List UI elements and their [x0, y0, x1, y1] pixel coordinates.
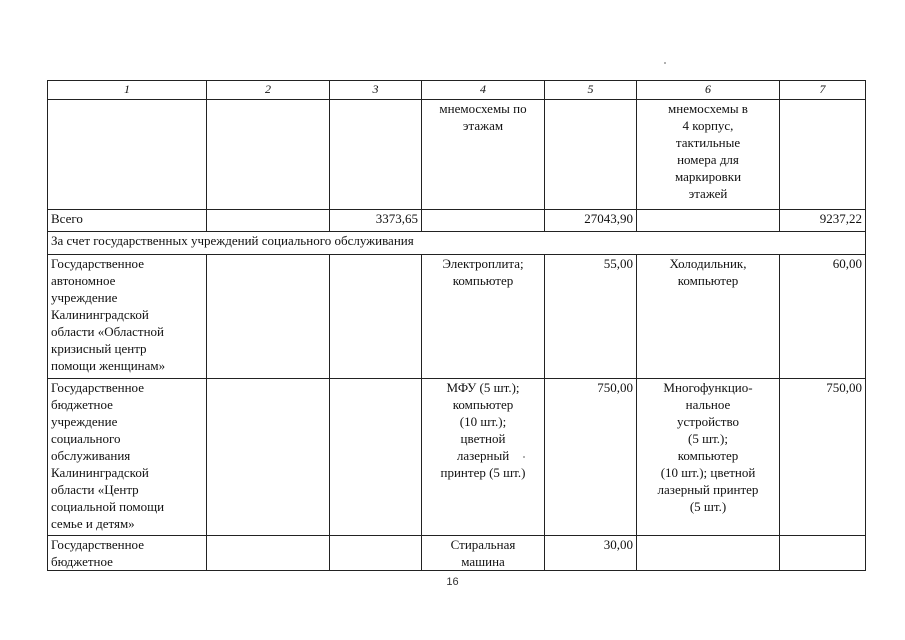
cell — [48, 100, 207, 210]
scan-speck — [664, 62, 666, 64]
cell-amount-planned: 55,00 — [545, 255, 637, 379]
cell-amount-planned: 30,00 — [545, 536, 637, 571]
cell — [780, 100, 866, 210]
header-cell-2: 2 — [207, 81, 330, 100]
header-cell-3: 3 — [330, 81, 422, 100]
table-row-continuation — [48, 100, 866, 210]
institution-name: Государственное автономное учреждение Калининградской области «Областной кризисный центр помощи женщинам» — [48, 255, 207, 379]
cell — [207, 210, 330, 232]
cell — [330, 536, 422, 571]
cell-equipment-actual: Многофункцио- нальное устройство (5 шт.); компьютер (10 шт.); цветной лазерный принтер (5 шт.) — [637, 379, 780, 536]
cell — [330, 100, 422, 210]
header-cell-1: 1 — [48, 81, 207, 100]
cell-equipment-actual: мнемосхемы в 4 корпус, тактильные номера для маркировки этажей — [637, 100, 780, 210]
cell-amount-actual: 750,00 — [780, 379, 866, 536]
cell — [637, 536, 780, 571]
section-title: За счет государственных учреждений социального обслуживания — [48, 232, 866, 255]
cell-amount-actual: 60,00 — [780, 255, 866, 379]
table-row-total — [48, 210, 866, 232]
cell-equipment-actual: Холодильник, компьютер — [637, 255, 780, 379]
table-row — [48, 255, 866, 379]
cell-equipment-planned: МФУ (5 шт.); компьютер (10 шт.); цветной лазерный принтер (5 шт.) — [422, 379, 545, 536]
cell — [422, 210, 545, 232]
header-cell-5: 5 — [545, 81, 637, 100]
cell — [545, 100, 637, 210]
table-row — [48, 379, 866, 536]
cell — [330, 379, 422, 536]
total-col7: 9237,22 — [780, 210, 866, 232]
cell — [780, 536, 866, 571]
total-col5: 27043,90 — [545, 210, 637, 232]
section-row — [48, 232, 866, 255]
institution-name: Государственное бюджетное учреждение социального обслуживания Калининградской области «Центр социальной помощи семье и детям» — [48, 379, 207, 536]
header-cell-4: 4 — [422, 81, 545, 100]
institution-name: Государственное бюджетное — [48, 536, 207, 571]
header-row — [48, 81, 866, 100]
table-row — [48, 536, 866, 571]
cell — [637, 210, 780, 232]
cell-equipment-planned: мнемосхемы по этажам — [422, 100, 545, 210]
cell — [207, 379, 330, 536]
header-cell-6: 6 — [637, 81, 780, 100]
total-col3: 3373,65 — [330, 210, 422, 232]
cell-equipment-planned: Стиральная машина — [422, 536, 545, 571]
cell-equipment-planned: Электроплита; компьютер — [422, 255, 545, 379]
header-cell-7: 7 — [780, 81, 866, 100]
total-label: Всего — [48, 210, 207, 232]
cell — [207, 100, 330, 210]
document-table — [47, 80, 866, 571]
cell-amount-planned: 750,00 — [545, 379, 637, 536]
cell — [330, 255, 422, 379]
cell — [207, 255, 330, 379]
cell — [207, 536, 330, 571]
scan-speck — [523, 456, 525, 458]
page-number: 16 — [446, 576, 459, 588]
